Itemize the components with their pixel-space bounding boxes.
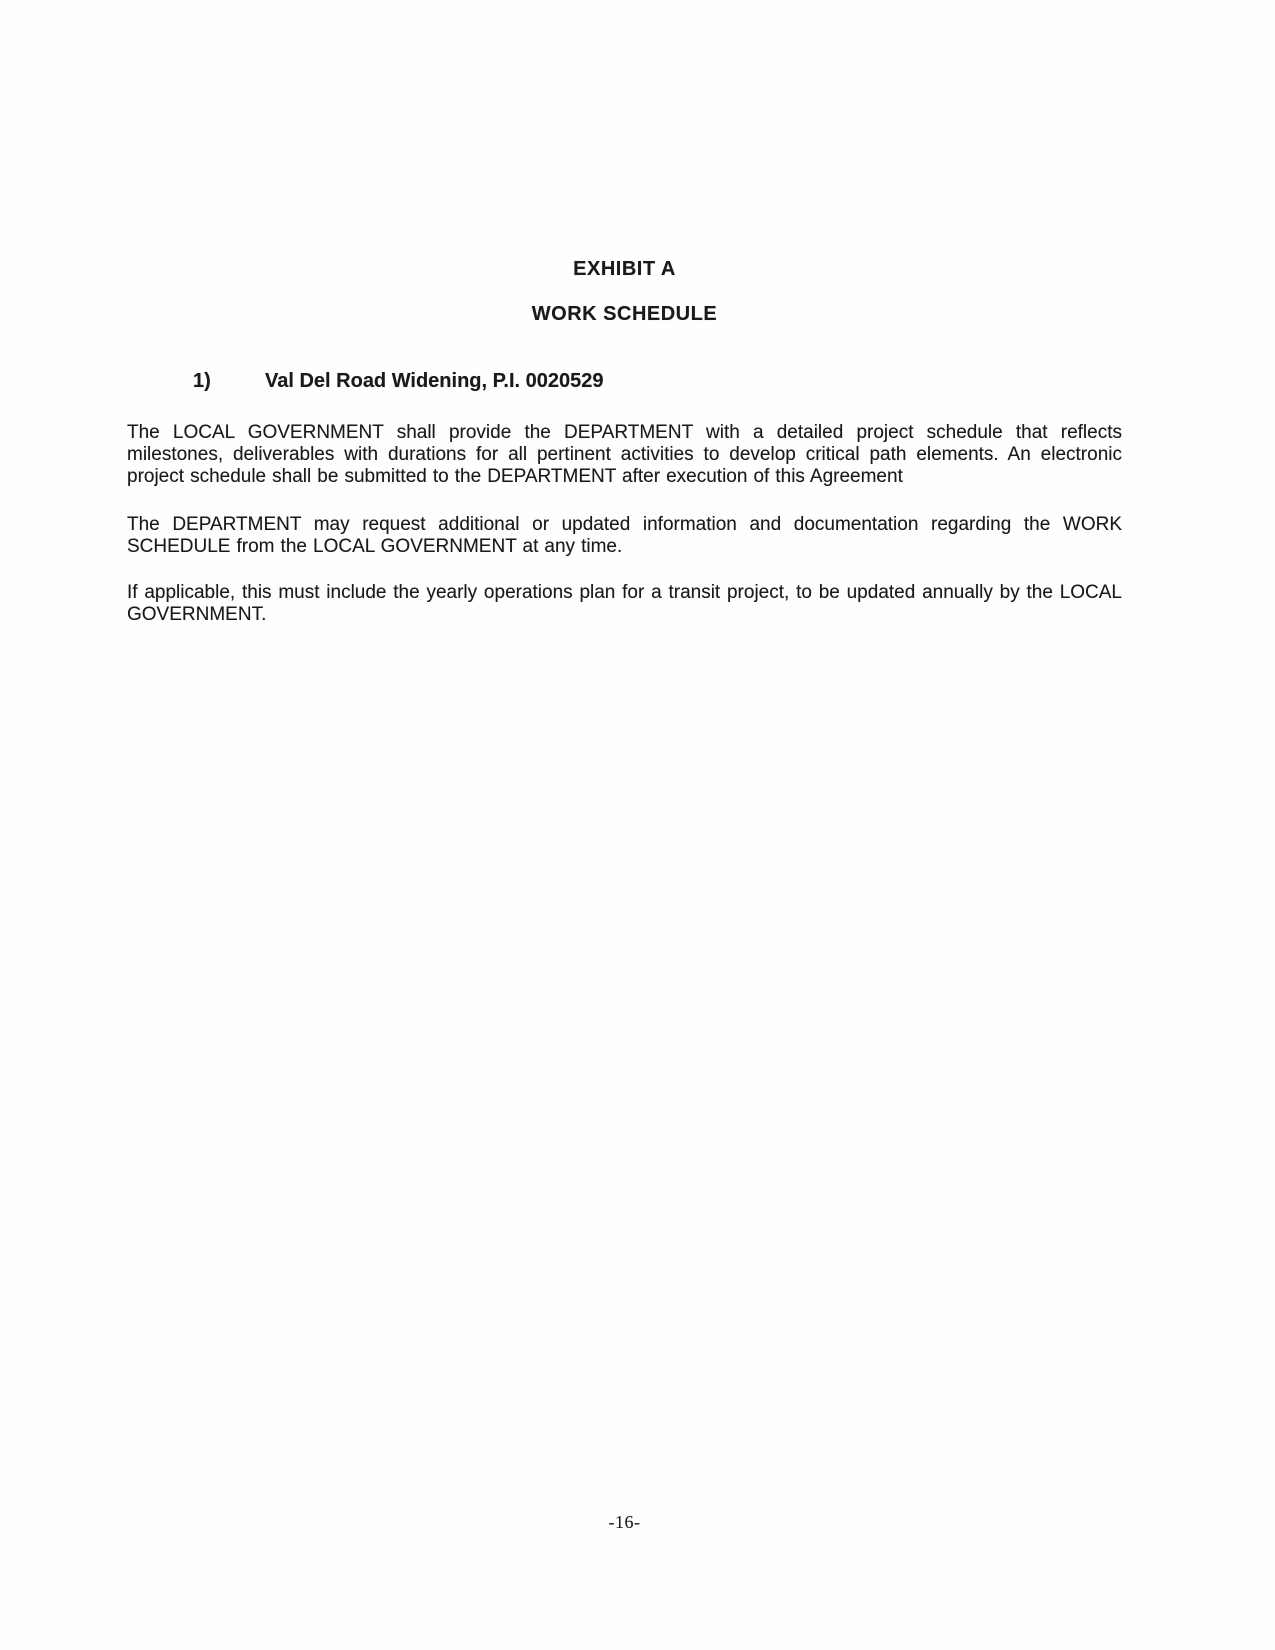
- item-label: Val Del Road Widening, P.I. 0020529: [265, 370, 604, 392]
- item-number: 1): [193, 370, 211, 392]
- exhibit-title: EXHIBIT A: [573, 258, 676, 280]
- document-content: [127, 257, 1122, 626]
- paragraph-operations-plan: If applicable, this must include the yearly operations plan for a transit project, to be updated annually by the LOCAL GOVERNMENT.: [127, 582, 1122, 625]
- work-schedule-title: WORK SCHEDULE: [531, 303, 718, 325]
- paragraph-department-request: The DEPARTMENT may request additional or updated information and documentation regarding the WORK SCHEDULE from the LOCAL GOVERNMENT at any time.: [127, 514, 1122, 557]
- paragraph-project-schedule: The LOCAL GOVERNMENT shall provide the DEPARTMENT with a detailed project schedule that reflects milestones, deliverables with durations for all pertinent activities to develop critical path elements. An electronic project schedule shall be submitted to the DEPARTMENT after execution of this Agreement: [127, 422, 1122, 487]
- project-item: [127, 369, 1122, 393]
- page-number: -16-: [608, 1512, 641, 1532]
